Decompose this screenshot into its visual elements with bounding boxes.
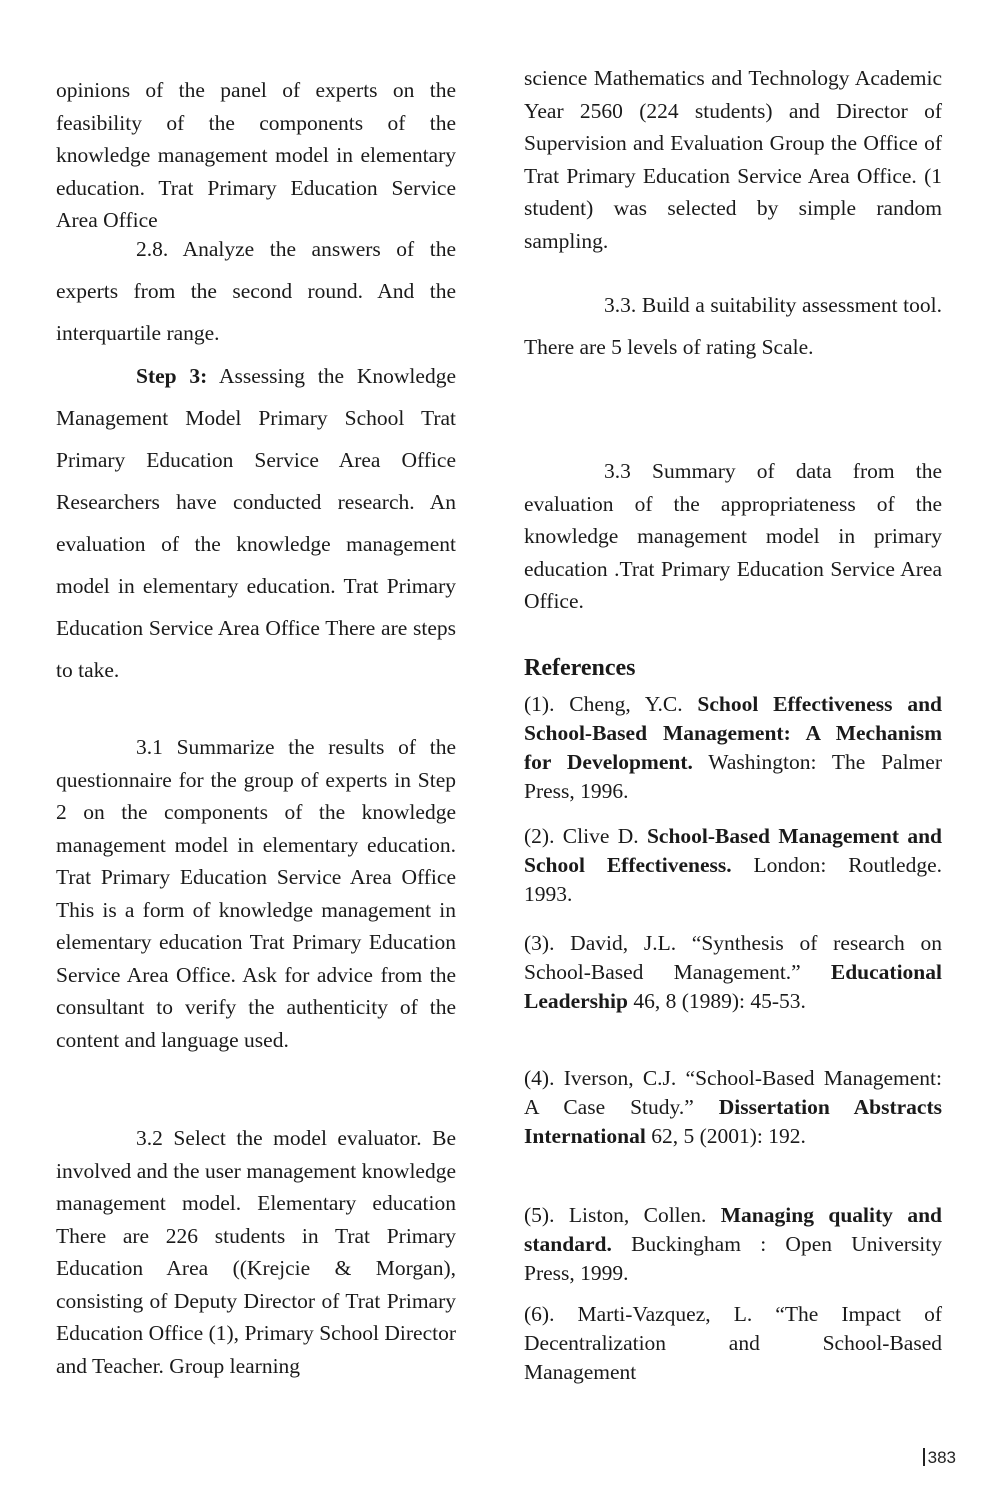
reference-author: (5). Liston, Collen. [524,1203,721,1227]
reference-item [524,690,942,806]
paragraph-step-3 [56,355,456,691]
reference-title: Managing quality and standard. [524,1203,942,1256]
reference-title: School Effectiveness and School-Based Management: A Mechanism for Development. [524,692,943,774]
paragraph-3-3-build-tool: 3.3. Build a suitability assessment tool. There are 5 levels of rating Scale. [524,293,942,359]
reference-publisher: London: Routledge. 1993. [524,853,942,906]
reference-author: (3). David, J.L. “Synthesis of research on School-Based Management.” [524,931,942,984]
reference-item [524,822,942,909]
reference-author: (6). Marti-Vazquez, L. “The Impact of Decentralization and School-Based Management [524,1302,942,1384]
reference-author: (4). Iverson, C.J. “School-Based Management: A Case Study.” [524,1066,942,1119]
reference-publisher: Buckingham : Open University Press, 1999. [524,1232,942,1285]
page-number-value: 383 [927,1448,956,1467]
reference-publisher: Washington: The Palmer Press, 1996. [524,750,942,803]
page-number-divider [923,1448,925,1466]
reference-title: Dissertation Abstracts International [524,1095,942,1148]
reference-publisher: 46, 8 (1989): 45-53. [627,989,806,1013]
step-3-label: Step 3: [136,364,208,388]
step-3-text: Assessing the Knowledge Management Model Primary School Trat Primary Education Service Area Office Researchers have conducted research. An evaluation of the knowledge management model in elementary education. Trat Primary Education Service Area Office There are steps to take. [56,364,456,682]
reference-author: (1). Cheng, Y.C. [524,692,698,716]
paragraph-3-3-summary: 3.3 Summary of data from the evaluation of the appropriateness of the knowledge management model in primary education .Trat Primary Education Service Area Office. [524,459,942,613]
reference-author: (2). Clive D. [524,824,647,848]
reference-publisher: 62, 5 (2001): 192. [645,1124,806,1148]
reference-item [524,1064,942,1151]
paragraph-2-8: 2.8. Analyze the answers of the experts from the second round. And the interquartile range. [56,237,456,345]
references-heading: References [524,655,636,681]
reference-title: School-Based Management and School Effectiveness. [524,824,942,877]
reference-item [524,1201,942,1288]
reference-item [524,1300,942,1387]
reference-item [524,929,942,1016]
paragraph-expert-opinions: opinions of the panel of experts on the feasibility of the components of the knowledge management model in elementary education. Trat Primary Education Service Area Office [56,78,456,232]
paragraph-3-2: 3.2 Select the model evaluator. Be involved and the user management knowledge management model. Elementary education There are 226 students in Trat Primary Education Area ((Krejcie & Morgan), consisting of Deputy Director of Trat Primary Education Office (1), Primary School Director and Teacher. Group learning [56,1126,456,1378]
paragraph-3-1: 3.1 Summarize the results of the questionnaire for the group of experts in Step 2 on the components of the knowledge management model in elementary education. Trat Primary Education Service Area Office This is a form of knowledge management in elementary education Trat Primary Education Service Area Office. Ask for advice from the consultant to verify the authenticity of the content and language used. [56,735,456,1052]
page-number [923,1448,956,1468]
reference-title: Educational Leadership [524,960,942,1013]
paragraph-continuation: science Mathematics and Technology Academic Year 2560 (224 students) and Director of Supervision and Evaluation Group the Office of Trat Primary Education Service Area Office. (1 student) was selected by simple random sampling. [524,66,942,253]
